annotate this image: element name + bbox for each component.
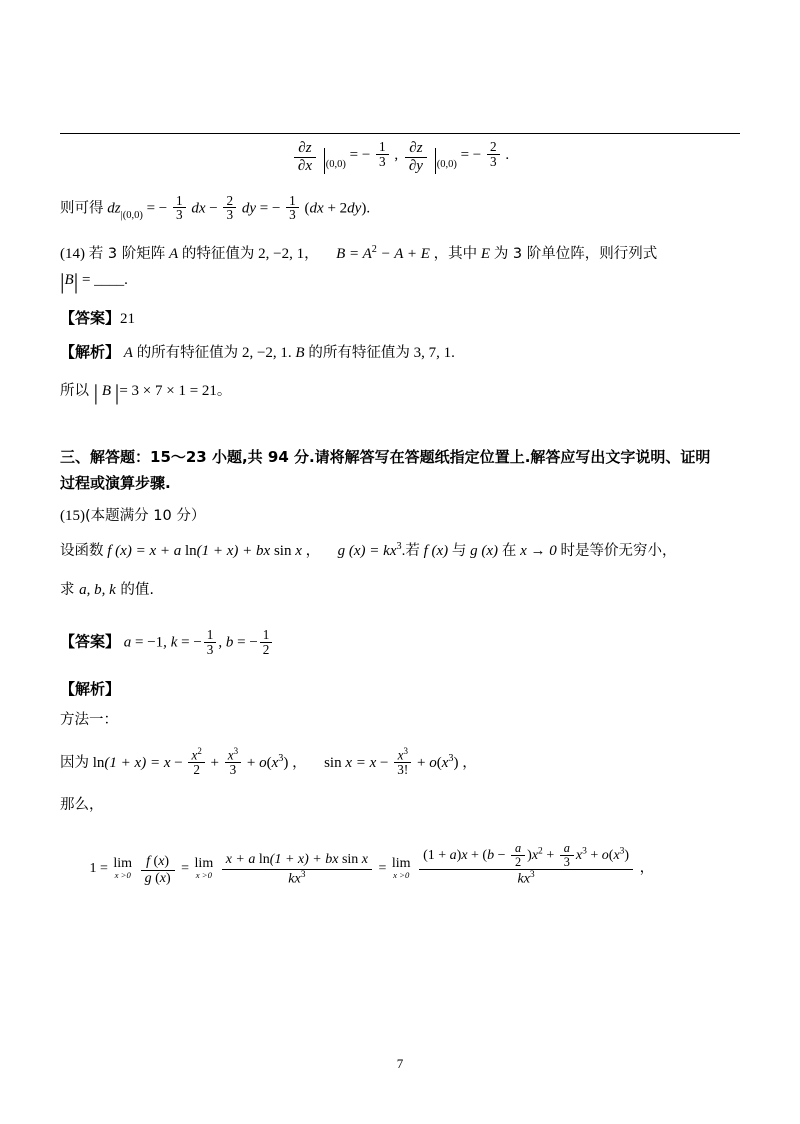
- analysis-14-conclusion: 所以 | B |= 3 × 7 × 1 = 21。: [60, 380, 232, 406]
- problem-14-text-a: 若 3 阶矩阵: [88, 245, 166, 262]
- problem-15-body-line1: 设函数 f (x) = x + a ln(1 + x) + bx sin x ， g $(x) = kx^3$.若 f (x) 与 g (x) 在 x → 0 时是等价无穷小，: [60, 541, 677, 560]
- problem-14-text-c: ，其中: [433, 245, 478, 262]
- problem-14-eigenvalues: 2, −2, 1: [258, 245, 305, 262]
- equation-partial-derivatives: $\frac{\partial z}{\partial x}$ $_{(0,0)}$ = − $\frac{1}{3}$ , $\frac{\partial z}{\partial y}$ $_{(0,0)}$ = − $\frac{2}{3}$ .: [60, 140, 740, 176]
- problem-14-B-definition: $B = A^2 - A + E$: [336, 243, 430, 262]
- section-3-heading-line1: 三、解答题：15～23 小题,共 94 分.请将解答写在答题纸指定位置上.解答应写出文字说明、证明: [60, 448, 711, 467]
- analysis-14-A: A: [123, 344, 133, 361]
- analysis-14-B: B: [295, 344, 305, 361]
- analysis-14-text-b: 的所有特征值为: [136, 344, 239, 361]
- analysis-14-eigen-B: 3, 7, 1.: [413, 344, 455, 361]
- problem-15-number: (15)(本题满分 10 分）: [60, 507, 206, 524]
- problem-14-number: (14): [60, 245, 85, 262]
- analysis-15-method: 方法一：: [60, 712, 118, 729]
- problem-14-matrix-A: A: [168, 245, 179, 262]
- problem-14-statement: (14) 若 3 阶矩阵 A 的特征值为 2, −2, 1， $B = A^2 - A + E$ ，其中 E 为 3 阶单位阵，则行列式: [60, 243, 658, 262]
- section-3-heading-line2: 过程或演算步骤.: [60, 473, 171, 492]
- problem-14-text-b: 的特征值为: [181, 245, 255, 262]
- line-total-differential: 则可得 $dz_{|(0,0)}$ = − $\frac{1}{3}$ dx − $\frac{2}{3}$ dy = − $\frac{1}{3}$ (dx + 2dy).: [60, 192, 371, 223]
- header-rule: [60, 133, 740, 134]
- problem-14-determinant-blank: |B| = ____.: [60, 269, 128, 295]
- analysis-15-label: 【解析】: [60, 680, 121, 699]
- page-number: 7: [396, 1056, 404, 1071]
- analysis-14-eigen-A: 2, −2, 1.: [241, 344, 292, 361]
- document-content: [60, 140, 740, 901]
- analysis-15-big-equation: 1 = lim x >0 $\frac{f (x)}{g (x)}$ = lim x >0 $\frac{\text{x + a ln(1 + x) + bx sin x}}{kx^3}$ = lim x >0 (1 + a)x + (b − $\frac{a}{2}$ )$x^2$ + $\frac{a}{3}$ $x^3 + o(x^3)$ $kx^3$ ，: [89, 840, 655, 887]
- answer-14-value: 21: [120, 311, 136, 328]
- analysis-15-then: 那么，: [60, 797, 104, 814]
- answer-15: 【答案】 a = −1, k = − $\frac{1}{3}$ , b = − $\frac{1}{2}$: [60, 628, 740, 657]
- analysis-15-expansions: 因为 ln(1 + x) = x − $\frac{x^2}{2}$ + $\frac{x^3}{3}$ + $o(x^3)$ ， sin x = x − $\frac{x^3}{3!}$ + $o(x^3)$ ，: [60, 746, 477, 778]
- problem-14-matrix-E: E: [480, 245, 491, 262]
- problem-14-text-d: 为 3 阶单位阵，则行列式: [493, 245, 658, 262]
- analysis-14-text-c: 的所有特征值为: [308, 344, 410, 361]
- analysis-14: [60, 342, 740, 364]
- answer-14: [60, 308, 740, 329]
- answer-14-label: 【答案】: [60, 309, 121, 328]
- problem-15-body-line2: 求 a, b, k 的值.: [60, 581, 154, 598]
- analysis-14-label: 【解析】: [60, 342, 121, 361]
